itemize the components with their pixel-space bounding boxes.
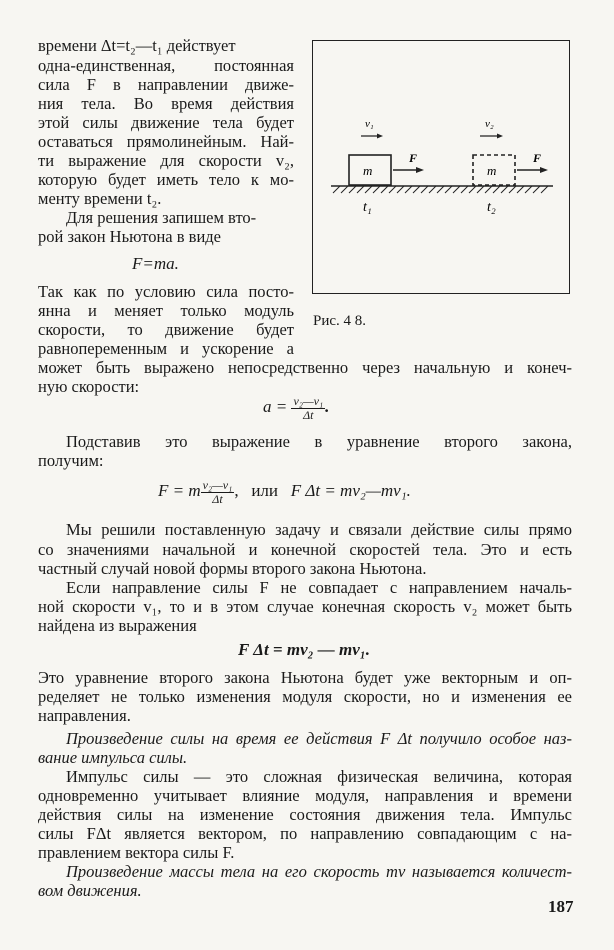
text-line: Это уравнение второго закона Ньютона будет уже векторным и оп- [38, 668, 572, 687]
figure-4-8 [312, 40, 570, 294]
figure-drawing [313, 41, 568, 292]
text-line: одновременно учитывает влияние модуля, направления и времени [38, 786, 572, 805]
equation-acceleration: a = $\frac{\text{v₂—v₁}}{\Delta t}$ . [263, 393, 330, 422]
text-line: менту времени t₂. [38, 189, 162, 208]
v1-label: v₁ [365, 118, 374, 130]
figure-caption: Рис. 4 8. [313, 313, 367, 329]
text-line: ределяет не только изменения модуля скорости, но и изменения ее [38, 687, 572, 706]
page-number: 187 [548, 897, 574, 916]
text-line: получим: [38, 451, 104, 470]
text-line: Если направление силы F не совпадает с направлением началь- [66, 578, 572, 597]
text-line: найдена из выражения [38, 616, 197, 635]
definition-line: вом движения. [38, 881, 142, 900]
text-line: Мы решили поставленную задачу и связали действие силы прямо [66, 520, 572, 539]
t2-label: t₂ [487, 200, 496, 215]
arrow-head [540, 167, 548, 173]
text-line: правлением вектора силы F. [38, 843, 235, 862]
mass-label-2: m [487, 163, 497, 178]
force-label-2: F [533, 151, 542, 165]
definition-line: вание импульса силы. [38, 748, 188, 767]
text-line: Импульс силы — это сложная физическая величина, которая [66, 767, 572, 786]
ground-hatching [333, 186, 548, 193]
text-line: рой закон Ньютона в виде [38, 227, 222, 246]
text-line: равнопеременным и ускорение a [38, 339, 294, 358]
text-line: силы FΔt является вектором, по направлению совпадающим с на- [38, 824, 572, 843]
text-line: янна и меняет только модуль [38, 301, 294, 320]
equation-newton: F=ma. [132, 254, 179, 273]
text-line: скорости, то движение будет [38, 320, 294, 339]
definition-line: Произведение массы тела на его скорость mv называется количест- [66, 862, 572, 881]
text-line: направления. [38, 706, 131, 725]
text-line: этой силы движение тела будет [38, 113, 294, 132]
text-line: со значениями начальной и конечной скоростей тела. Это и есть [38, 540, 572, 559]
arrow-head [416, 167, 424, 173]
text-line: сила F в направлении движе- [38, 75, 294, 94]
text-line: ную скорости: [38, 377, 140, 396]
text-line: которую будет иметь тело к мо- [38, 170, 294, 189]
definition-line: Произведение силы на время ее действия F Δt получило особое наз- [66, 729, 572, 748]
t1-label: t₁ [363, 200, 372, 215]
equation-impulse-scalar: F = m $\frac{\text{v₂—v₁}}{\Delta t}$ , или F Δt = mv₂—mv₁. [158, 477, 411, 506]
arrow-head [497, 134, 503, 139]
arrow-head [377, 134, 383, 139]
text-line: Для решения запишем вто- [66, 208, 257, 227]
text-line: времени Δt=t₂—t₁ действует [38, 36, 236, 55]
text-line: ния тела. Во время действия [38, 94, 294, 113]
v2-label: v₂ [485, 118, 494, 130]
equation-impulse-vector: F Δt = mv₂ — mv₁. [238, 640, 370, 659]
text-line: действия силы на изменение состояния движения тела. Импульс [38, 805, 572, 824]
text-line: ти выражение для скорости v₂, [38, 151, 294, 170]
text-line: частный случай новой формы второго закона Ньютона. [38, 559, 427, 578]
text-line: одна-единственная, постоянная [38, 56, 294, 75]
force-label-1: F [409, 151, 418, 165]
text-line: может быть выражено непосредственно через начальную и конеч- [38, 358, 572, 377]
text-line: оставаться прямолинейным. Най- [38, 132, 294, 151]
mass-label-1: m [363, 163, 373, 178]
text-line: ной скорости v₁, то и в этом случае конечная скорость v₂ может быть [38, 597, 572, 616]
text-line: Так как по условию сила посто- [38, 282, 294, 301]
text-line: Подставив это выражение в уравнение второго закона, [66, 432, 572, 451]
